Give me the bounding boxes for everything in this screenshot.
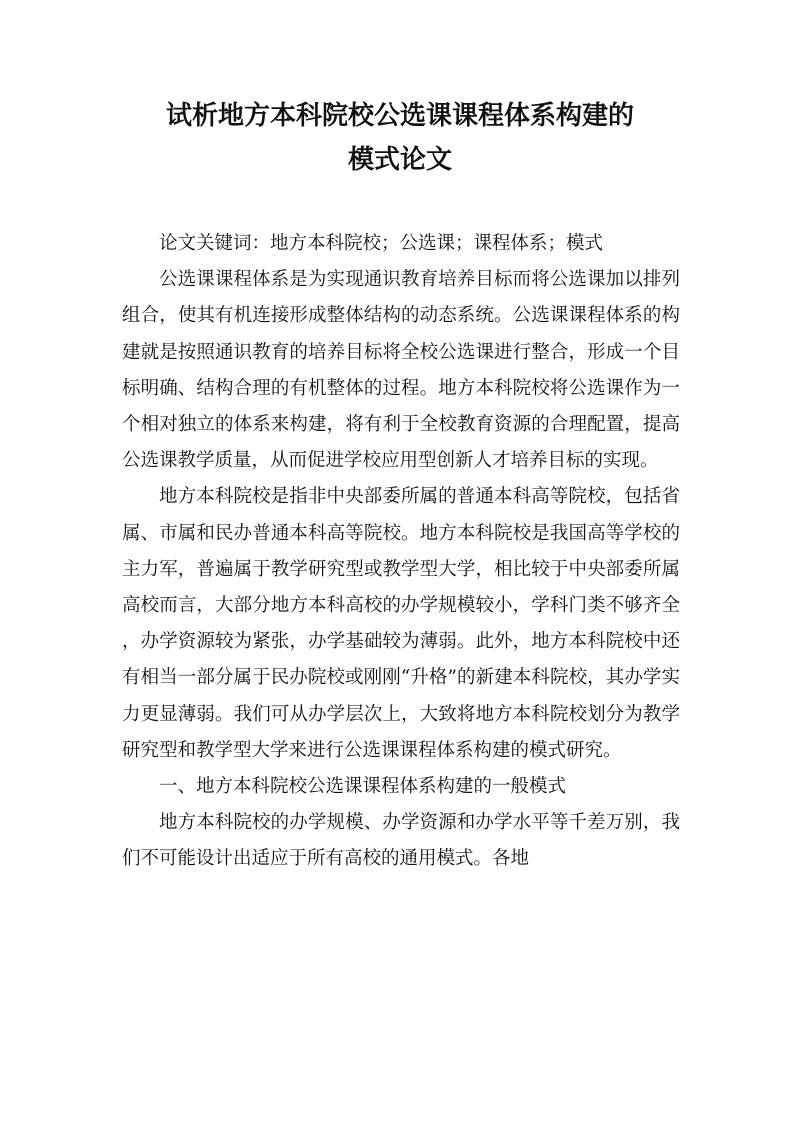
title-line-2: 模式论文 xyxy=(347,145,452,175)
body-paragraph: 公选课课程体系是为实现通识教育培养目标而将公选课加以排列组合，使其有机连接形成整体结构的动态系统。公选课课程体系的构建就是按照通识教育的培养目标将全校公选课进行整合，形成一个目标明确、结构合理的有机整体的过程。地方本科院校将公选课作为一个相对独立的体系来构建，将有利于全校教育资源的合理配置，提高公选课教学质量，从而促进学校应用型创新人才培养目标的实现。 xyxy=(122,269,680,472)
page-title xyxy=(100,94,700,182)
body-paragraph: 地方本科院校的办学规模、办学资源和办学水平等千差万别，我们不可能设计出适应于所有高校的通用模式。各地 xyxy=(122,812,680,870)
body-paragraph: 地方本科院校是指非中央部委所属的普通本科高等院校，包括省属、市属和民办普通本科高等院校。地方本科院校是我国高等学校的主力军，普遍属于教学研究型或教学型大学，相比较于中央部委所属高校而言，大部分地方本科高校的办学规模较小，学科门类不够齐全，办学资源较为紧张，办学基础较为薄弱。此外，地方本科院校中还有相当一部分属于民办院校或刚刚“升格”的新建本科院校，其办学实力更显薄弱。我们可从办学层次上，大致将地方本科院校划分为教学研究型和教学型大学来进行公选课课程体系构建的模式研究。 xyxy=(122,486,680,761)
section-heading: 一、地方本科院校公选课课程体系构建的一般模式 xyxy=(159,776,567,798)
document-body xyxy=(122,226,680,878)
keywords-paragraph: 论文关键词：地方本科院校；公选课；课程体系；模式 xyxy=(159,233,604,254)
title-line-1: 试析地方本科院校公选课课程体系构建的 xyxy=(165,101,634,131)
